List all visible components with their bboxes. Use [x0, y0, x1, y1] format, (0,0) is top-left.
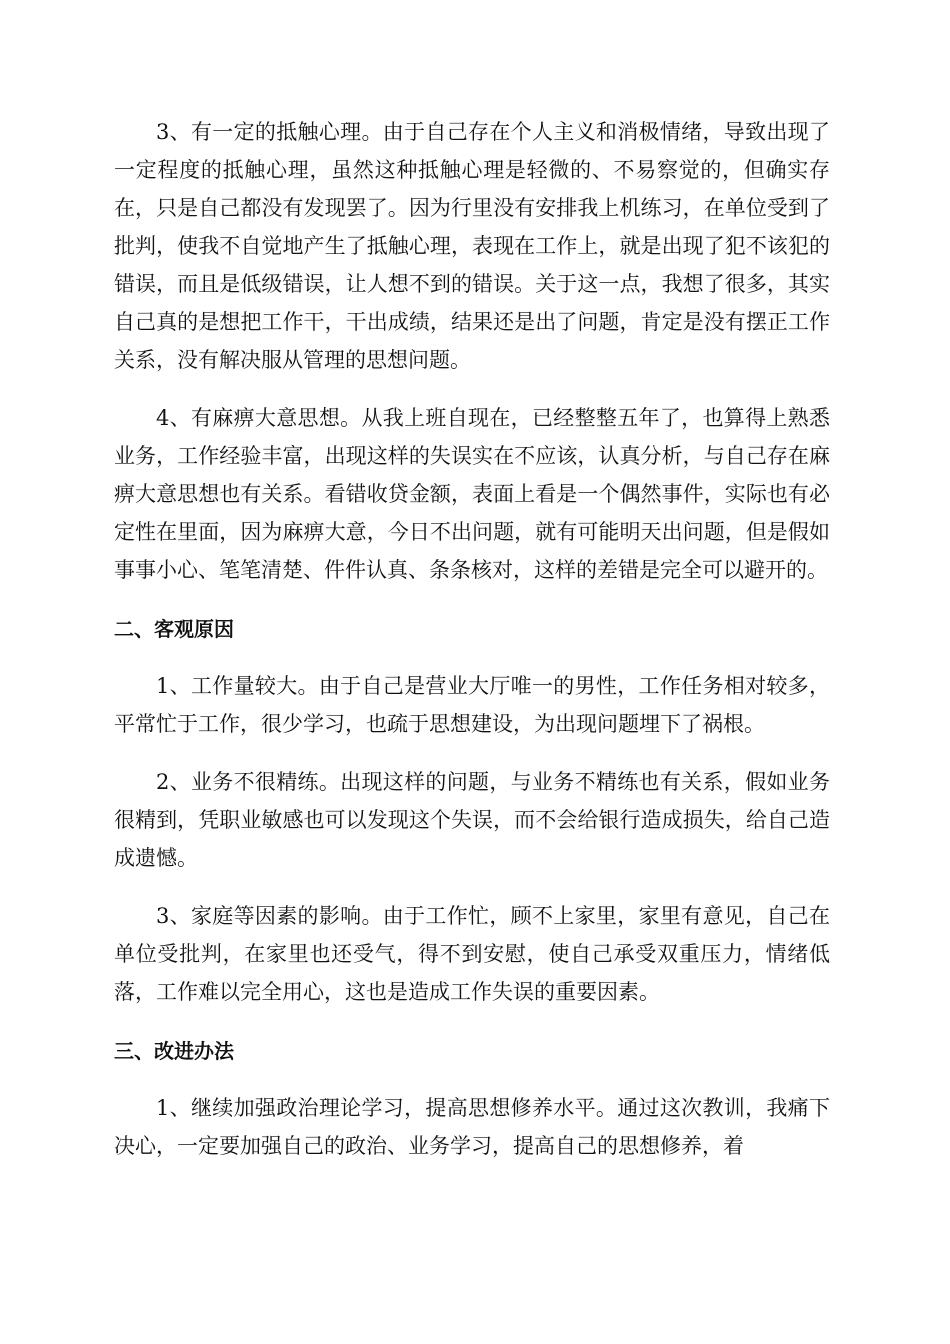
paragraph-theory-study: 1、继续加强政治理论学习，提高思想修养水平。通过这次教训，我痛下决心，一定要加强自己的政治、业务学习，提高自己的思想修养，着	[114, 1096, 830, 1158]
paragraph-carelessness: 4、有麻痹大意思想。从我上班自现在，已经整整五年了，也算得上熟悉业务，工作经验丰富，出现这样的失误实在不应该，认真分析，与自己存在麻痹大意思想也有关系。看错收贷金额，表面上看是一个偶然事件，实际也有必定性在里面，因为麻痹大意，今日不出问题，就有可能明天出问题，但是假如事事小心、笔笔清楚、件件认真、条条核对，这样的差错是完全可以避开的。	[114, 406, 830, 582]
paragraph-business-skill: 2、业务不很精练。出现这样的问题，与业务不精练也有关系，假如业务很精到，凭职业敏感也可以发现这个失误，而不会给银行造成损失，给自己造成遗憾。	[114, 770, 830, 870]
heading-objective-reasons: 二、客观原因	[114, 617, 234, 641]
document-page	[114, 113, 830, 1165]
paragraph-resistance: 3、有一定的抵触心理。由于自己存在个人主义和消极情绪，导致出现了一定程度的抵触心理，虽然这种抵触心理是轻微的、不易察觉的，但确实存在，只是自己都没有发现罢了。因为行里没有安排我上机练习，在单位受到了批判，使我不自觉地产生了抵触心理，表现在工作上，就是出现了犯不该犯的错误，而且是低级错误，让人想不到的错误。关于这一点，我想了很多，其实自己真的是想把工作干，干出成绩，结果还是出了问题，肯定是没有摆正工作关系，没有解决服从管理的思想问题。	[114, 120, 830, 372]
paragraph-family-factors: 3、家庭等因素的影响。由于工作忙，顾不上家里，家里有意见，自己在单位受批判，在家里也还受气，得不到安慰，使自己承受双重压力，情绪低落，工作难以完全用心，这也是造成工作失误的重要因素。	[114, 904, 830, 1004]
heading-improvement-methods: 三、改进办法	[114, 1039, 234, 1063]
paragraph-workload: 1、工作量较大。由于自己是营业大厅唯一的男性，工作任务相对较多，平常忙于工作，很少学习，也疏于思想建设，为出现问题埋下了祸根。	[114, 674, 830, 736]
